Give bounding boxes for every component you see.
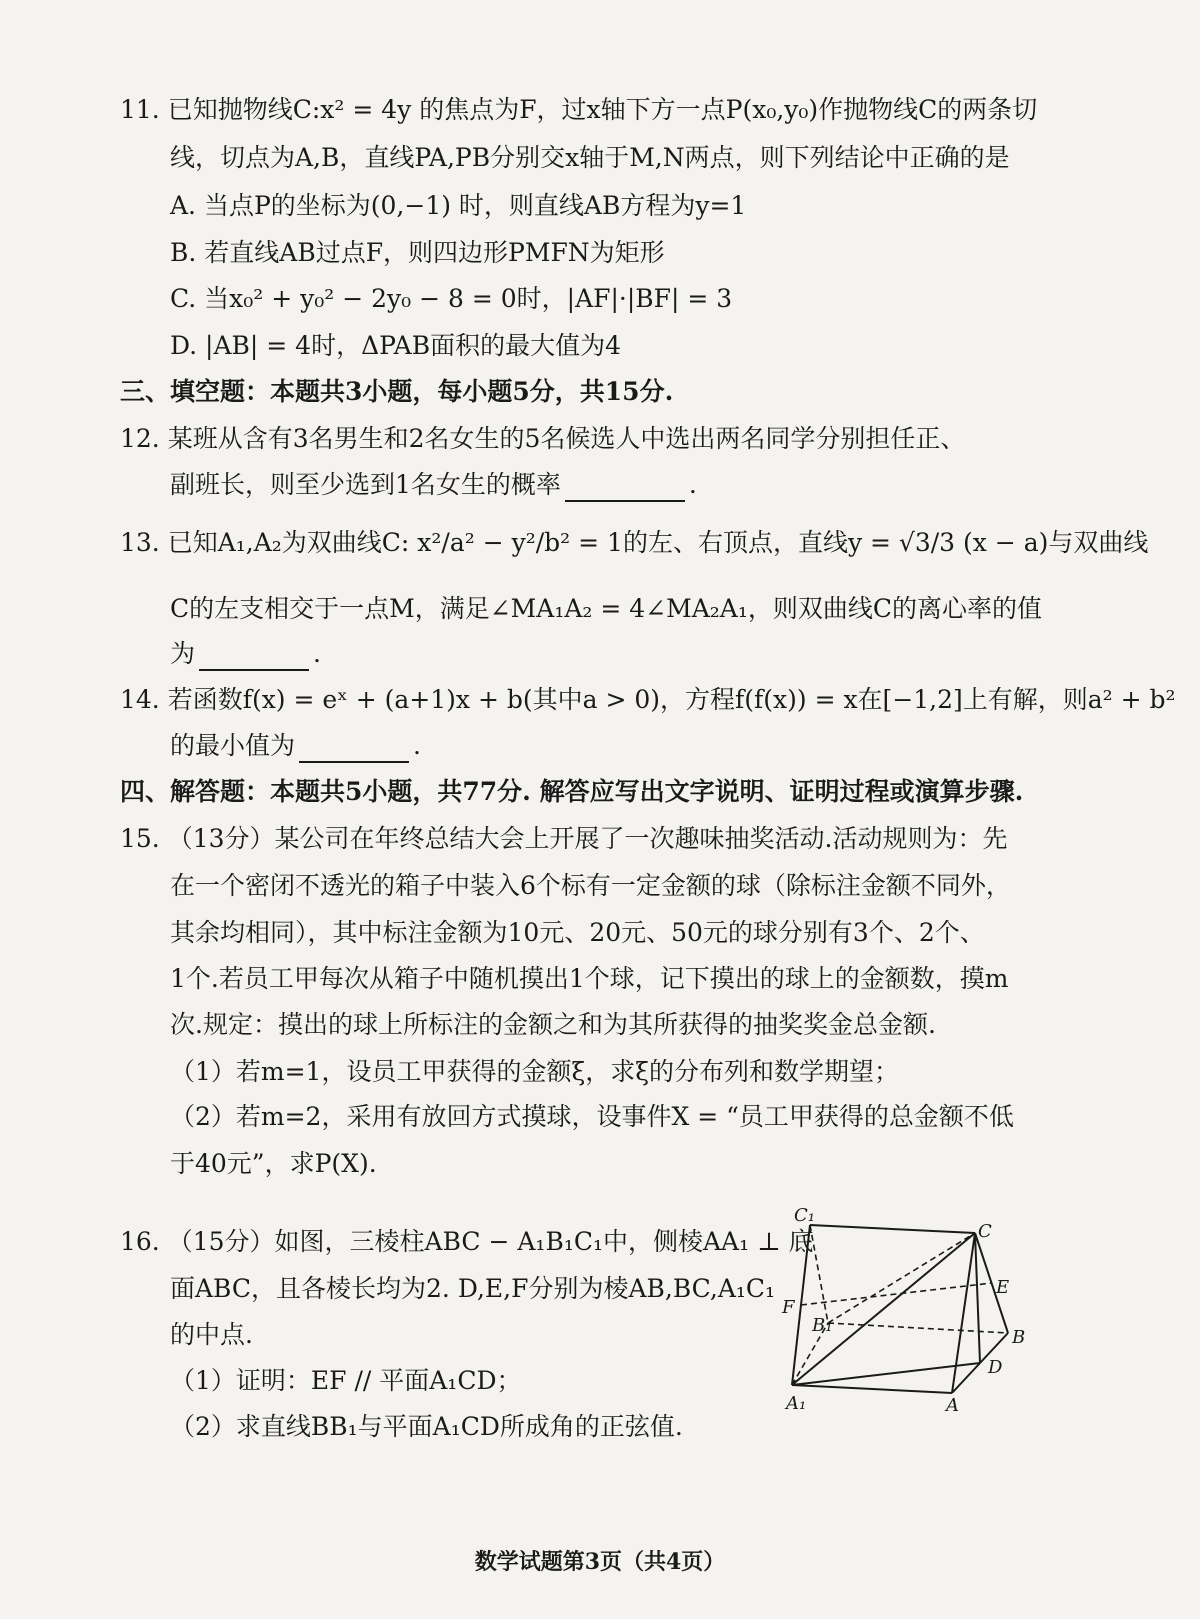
- q14-end: .: [413, 731, 421, 760]
- q14-line2-text: 的最小值为: [170, 731, 296, 760]
- label-a: A: [946, 1395, 959, 1416]
- edge-a1-a: [792, 1385, 952, 1393]
- section-4-heading: 四、解答题：本题共5小题，共77分. 解答应写出文字说明、证明过程或演算步骤.: [120, 777, 1024, 806]
- label-b: B: [1012, 1327, 1026, 1348]
- q15-line2: 在一个密闭不透光的箱子中装入6个标有一定金额的球（除标注金额不同外，: [170, 871, 1011, 900]
- q11-option-c: C. 当x₀² + y₀² − 2y₀ − 8 = 0时，|AF|·|BF| = 3: [170, 284, 733, 313]
- q15-part2a: （2）若m=2，采用有放回方式摸球，设事件X = “员工甲获得的总金额不低: [170, 1102, 1014, 1131]
- q15-line3: 其余均相同），其中标注金额为10元、20元、50元的球分别有3个、2个、: [170, 918, 985, 947]
- q13-line3-text: 为: [170, 639, 196, 668]
- q11-line1: 11. 已知抛物线C:x² = 4y 的焦点为F，过x轴下方一点P(x₀,y₀)作抛物线C的两条切: [120, 95, 1038, 124]
- q13-answer-blank: [199, 643, 309, 671]
- q12-line2: [170, 468, 697, 502]
- q11-option-a: A. 当点P的坐标为(0,−1) 时，则直线AB方程为y=1: [170, 191, 747, 220]
- label-c: C: [978, 1221, 992, 1242]
- label-b1: B₁: [812, 1315, 833, 1336]
- q12-end: .: [688, 470, 697, 499]
- label-c1: C₁: [794, 1205, 815, 1226]
- q16-line1: 16. （15分）如图，三棱柱ABC − A₁B₁C₁中，侧棱AA₁ ⊥ 底: [120, 1227, 814, 1256]
- q16-line2: 面ABC，且各棱长均为2. D,E,F分别为棱AB,BC,A₁C₁: [170, 1274, 776, 1303]
- q12-answer-blank: [565, 474, 685, 502]
- q12-line1: 12. 某班从含有3名男生和2名女生的5名候选人中选出两名同学分别担任正、: [120, 424, 966, 453]
- edge-f-e: [801, 1283, 992, 1305]
- edge-c1-c: [810, 1225, 975, 1233]
- label-e: E: [996, 1277, 1010, 1298]
- q15-line5: 次.规定：摸出的球上所标注的金额之和为其所获得的抽奖奖金总金额.: [170, 1010, 936, 1039]
- q14-line1: 14. 若函数f(x) = eˣ + (a+1)x + b(其中a > 0)，方程f(f(x)) = x在[−1,2]上有解，则a² + b²: [120, 685, 1176, 714]
- q14-line2: [170, 729, 421, 763]
- q12-line2-text: 副班长，则至少选到1名女生的概率: [170, 470, 561, 499]
- label-d: D: [988, 1357, 1003, 1378]
- edge-a1-c: [792, 1233, 975, 1385]
- page-footer: 数学试题第3页（共4页）: [474, 1549, 726, 1575]
- q11-line2: 线，切点为A,B，直线PA,PB分别交x轴于M,N两点，则下列结论中正确的是: [170, 143, 1010, 172]
- q11-option-b: B. 若直线AB过点F，则四边形PMFN为矩形: [170, 238, 665, 267]
- label-f: F: [782, 1297, 795, 1318]
- edge-c1-b1: [810, 1225, 828, 1323]
- q16-part2: （2）求直线BB₁与平面A₁CD所成角的正弦值.: [170, 1412, 683, 1441]
- q11-option-d: D. |AB| = 4时，ΔPAB面积的最大值为4: [170, 331, 621, 360]
- edge-c-d: [975, 1233, 980, 1363]
- q13-end: .: [313, 639, 321, 668]
- q15-line4: 1个.若员工甲每次从箱子中随机摸出1个球，记下摸出的球上的金额数，摸m: [170, 964, 1009, 993]
- q15-part2b: 于40元”，求P(X).: [170, 1149, 377, 1178]
- prism-figure: [780, 1195, 1080, 1455]
- q13-line2: C的左支相交于一点M，满足∠MA₁A₂ = 4∠MA₂A₁，则双曲线C的离心率的值: [170, 594, 1042, 623]
- edge-b1-c: [828, 1233, 975, 1323]
- label-a1: A₁: [786, 1393, 807, 1414]
- edge-a1-d: [792, 1363, 980, 1385]
- q16-line3: 的中点.: [170, 1320, 253, 1349]
- edge-c-a: [952, 1233, 975, 1393]
- q14-answer-blank: [299, 735, 409, 763]
- q13-line1: 13. 已知A₁,A₂为双曲线C: x²/a² − y²/b² = 1的左、右顶点，直线y = √3/3 (x − a)与双曲线: [120, 528, 1149, 557]
- q15-part1: （1）若m=1，设员工甲获得的金额ξ，求ξ的分布列和数学期望；: [170, 1057, 900, 1086]
- q15-line1: 15. （13分）某公司在年终总结大会上开展了一次趣味抽奖活动.活动规则为：先: [120, 824, 1008, 853]
- q13-line3: [170, 637, 321, 671]
- section-3-heading: 三、填空题：本题共3小题，每小题5分，共15分.: [120, 377, 674, 406]
- q16-part1: （1）证明：EF // 平面A₁CD；: [170, 1366, 522, 1395]
